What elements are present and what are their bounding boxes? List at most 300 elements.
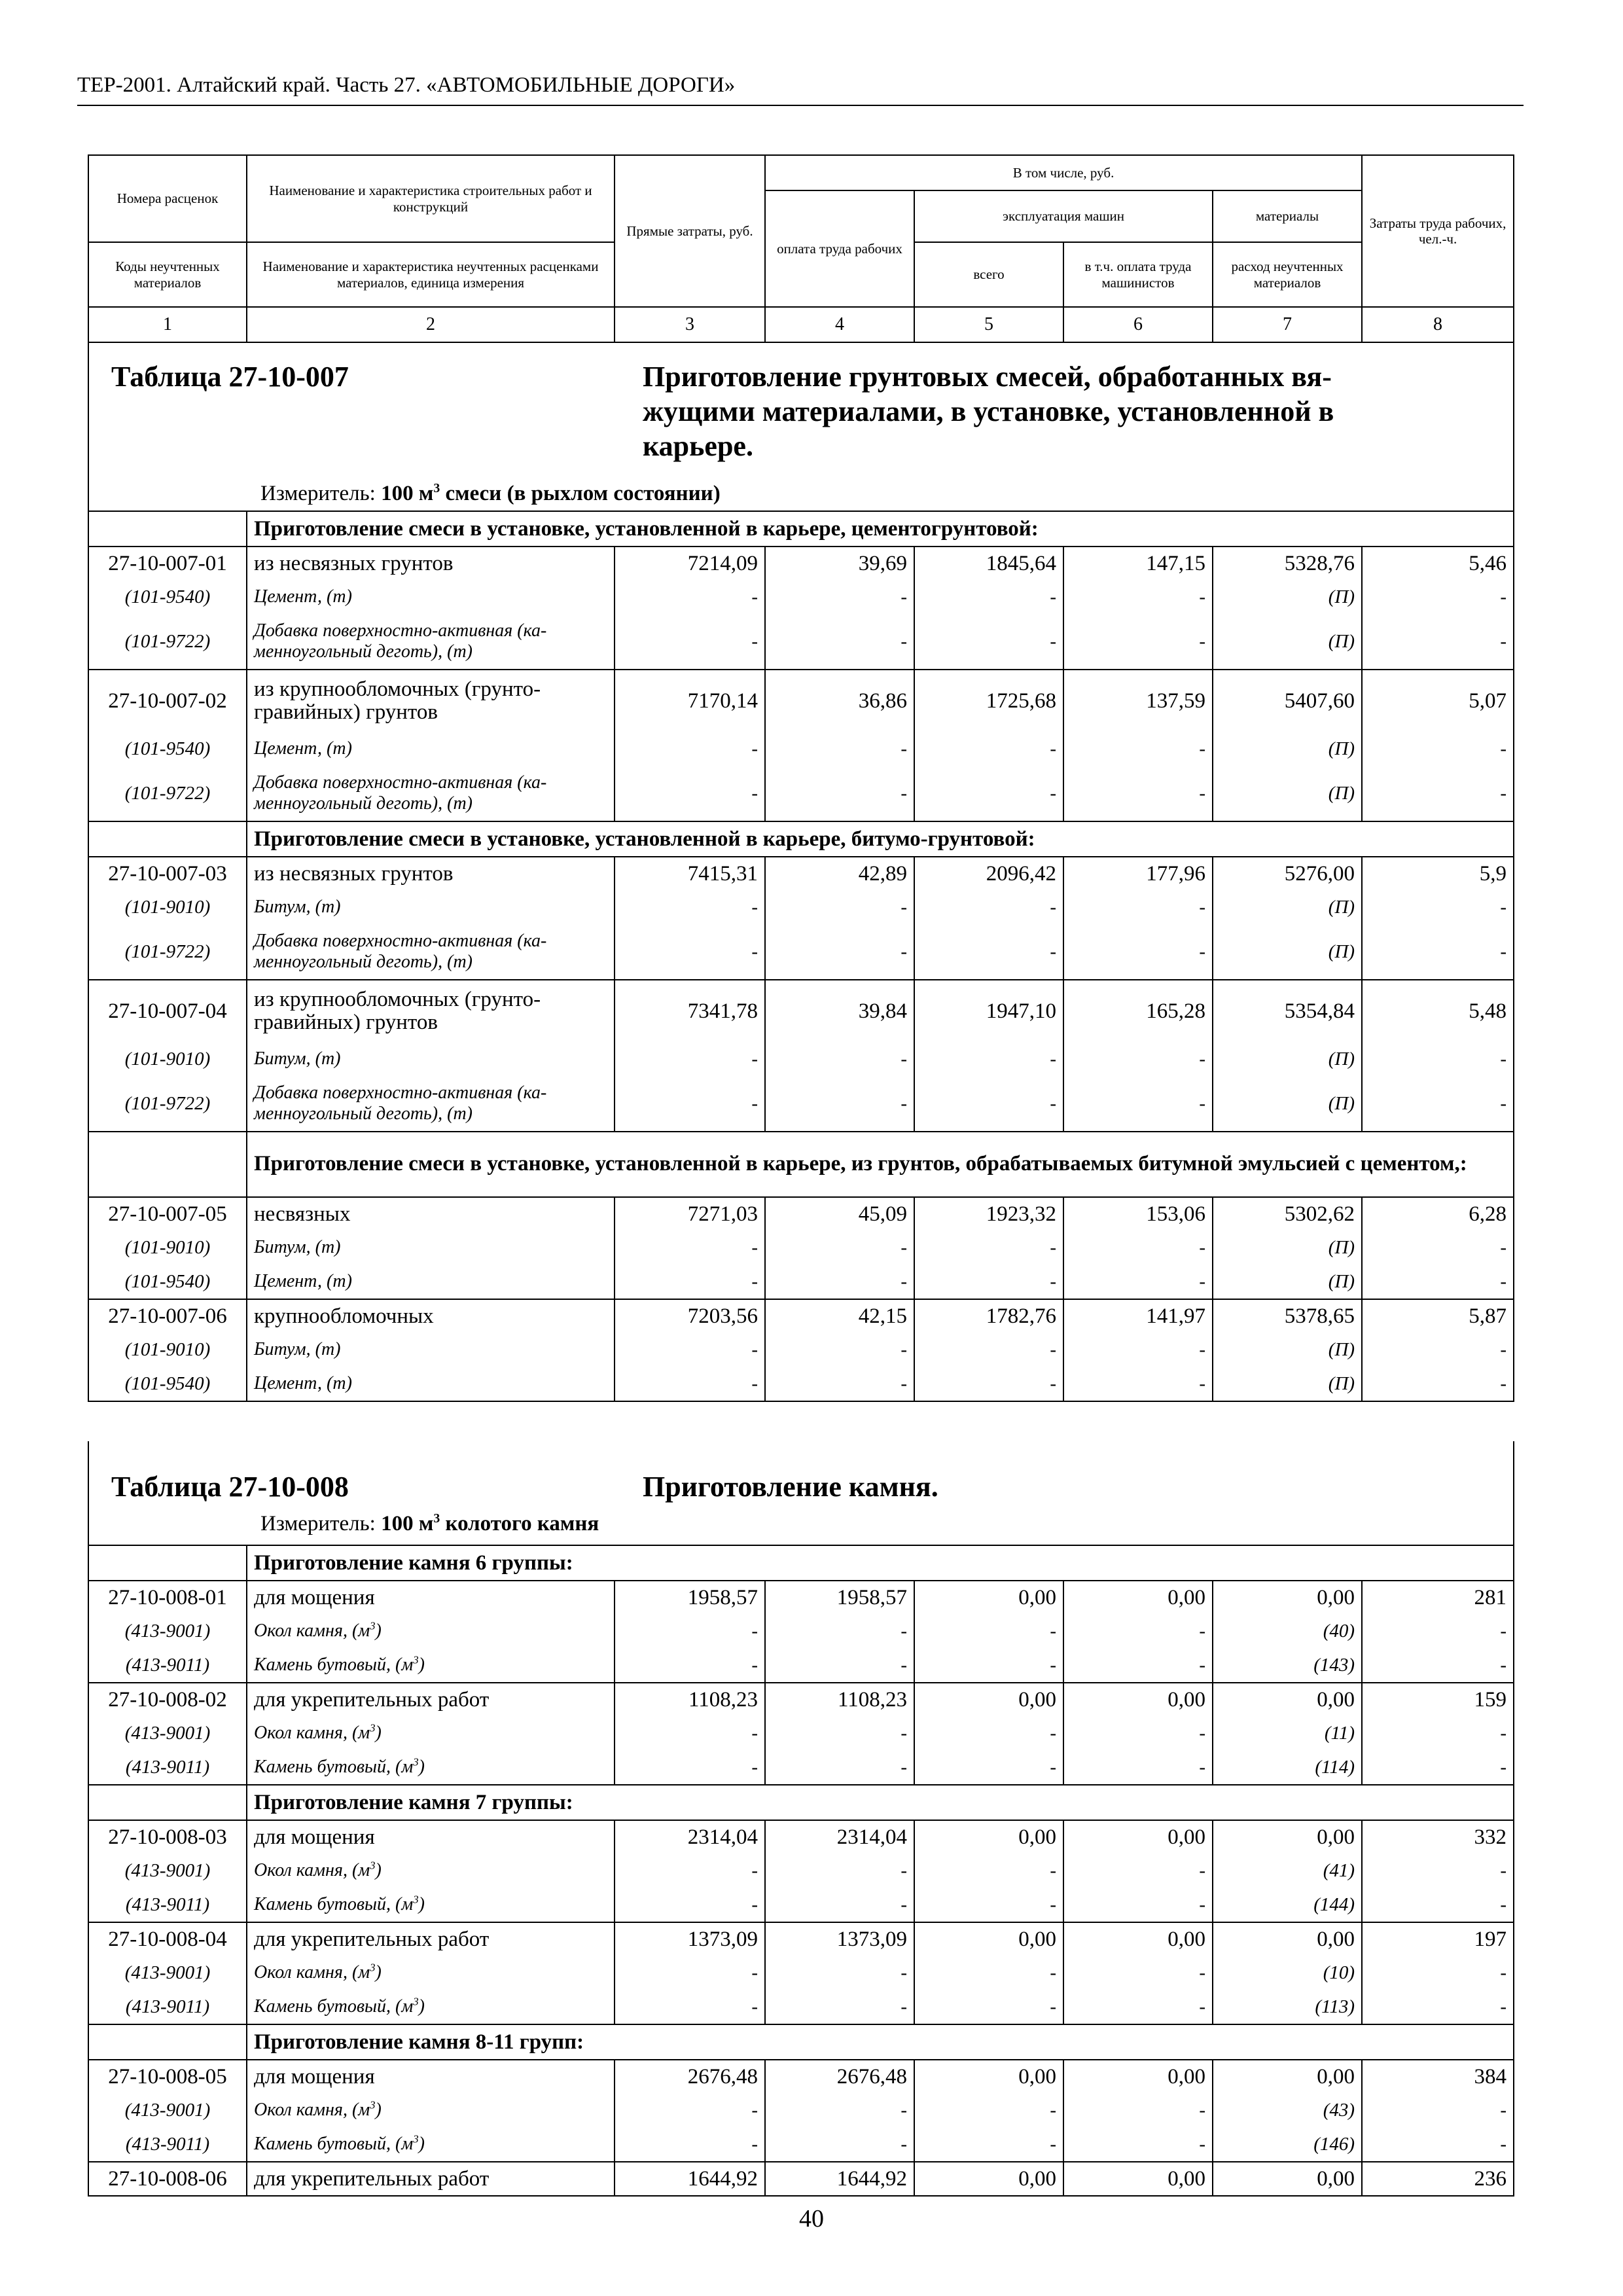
material-consumption: (П): [1213, 1265, 1362, 1299]
material-value-c5: -: [914, 890, 1063, 924]
material-row: [88, 1716, 1514, 1750]
rate-name: для укрепительных работ: [247, 1922, 615, 1956]
material-value-c4: -: [765, 766, 914, 821]
material-value-c5: -: [914, 1076, 1063, 1132]
material-row: [88, 1265, 1514, 1299]
rate-value-c7: 0,00: [1213, 1683, 1362, 1716]
section-spacer: [88, 821, 247, 857]
material-value-c8: -: [1362, 890, 1514, 924]
rate-row: [88, 980, 1514, 1042]
rate-code: 27-10-008-05: [88, 2060, 247, 2093]
material-value-c4: -: [765, 1716, 914, 1750]
rate-value-c8: 281: [1362, 1581, 1514, 1614]
material-value-c3: -: [615, 732, 765, 766]
section-heading: Приготовление камня 8-11 групп:: [247, 2024, 1514, 2060]
rate-code: 27-10-007-03: [88, 857, 247, 890]
material-value-c5: -: [914, 1716, 1063, 1750]
rate-value-c8: 159: [1362, 1683, 1514, 1716]
material-value-c6: -: [1063, 1888, 1213, 1922]
material-value-c3: -: [615, 1716, 765, 1750]
table-gap: [88, 1401, 1514, 1441]
material-name: Цемент, (т): [247, 1367, 615, 1401]
material-row: [88, 1648, 1514, 1683]
material-name: Битум, (т): [247, 1333, 615, 1367]
rate-value-c6: 141,97: [1063, 1299, 1213, 1333]
rate-value-c5: 0,00: [914, 2060, 1063, 2093]
material-value-c3: -: [615, 766, 765, 821]
rate-value-c4: 39,69: [765, 547, 914, 580]
material-value-c5: -: [914, 924, 1063, 980]
rate-value-c4: 2314,04: [765, 1820, 914, 1854]
material-code: (413-9001): [88, 1614, 247, 1648]
material-row: [88, 1956, 1514, 1990]
rate-value-c8: 5,07: [1362, 670, 1514, 732]
material-value-c6: -: [1063, 890, 1213, 924]
material-value-c6: -: [1063, 1333, 1213, 1367]
section-heading-row: [88, 1132, 1514, 1197]
material-row: [88, 1230, 1514, 1265]
table-unit: Измеритель: 100 $м^3$ смеси (в рыхлом состоянии): [260, 481, 721, 505]
rate-value-c5: 1725,68: [914, 670, 1063, 732]
material-value-c4: -: [765, 2127, 914, 2162]
material-code: (101-9010): [88, 1333, 247, 1367]
material-value-c5: -: [914, 1042, 1063, 1076]
page-number: 40: [799, 2205, 824, 2233]
rate-value-c8: 384: [1362, 2060, 1514, 2093]
material-value-c5: -: [914, 1854, 1063, 1888]
rate-value-c4: 39,84: [765, 980, 914, 1042]
material-row: [88, 1076, 1514, 1132]
material-name: Битум, (т): [247, 1230, 615, 1265]
rate-value-c6: 0,00: [1063, 1922, 1213, 1956]
rate-value-c3: 7214,09: [615, 547, 765, 580]
section-spacer: [88, 1545, 247, 1581]
material-value-c4: -: [765, 924, 914, 980]
material-value-c4: -: [765, 1750, 914, 1785]
material-value-c3: -: [615, 1990, 765, 2024]
material-value-c6: -: [1063, 1367, 1213, 1401]
rate-value-c4: 1108,23: [765, 1683, 914, 1716]
material-value-c6: -: [1063, 1230, 1213, 1265]
material-value-c6: -: [1063, 1042, 1213, 1076]
material-consumption: (143): [1213, 1648, 1362, 1683]
material-consumption: (144): [1213, 1888, 1362, 1922]
rate-value-c3: 7341,78: [615, 980, 765, 1042]
rate-value-c5: 0,00: [914, 1922, 1063, 1956]
material-row: [88, 766, 1514, 821]
table-title: Приготовление грунтовых смесей, обработанных вя- жущими материалами, в установке, установленной в карьере.: [643, 361, 1334, 462]
material-value-c4: -: [765, 732, 914, 766]
material-code: (101-9010): [88, 1230, 247, 1265]
section-heading: Приготовление камня 6 группы:: [247, 1545, 1514, 1581]
col-materials: материалы: [1213, 190, 1362, 242]
material-name: Цемент, (т): [247, 732, 615, 766]
material-value-c4: -: [765, 1076, 914, 1132]
rate-code: 27-10-007-01: [88, 547, 247, 580]
material-value-c5: -: [914, 1956, 1063, 1990]
material-name: Битум, (т): [247, 1042, 615, 1076]
rate-value-c7: 5302,62: [1213, 1197, 1362, 1230]
rate-value-c4: 42,89: [765, 857, 914, 890]
rate-value-c7: 0,00: [1213, 2060, 1362, 2093]
rate-value-c6: 0,00: [1063, 2162, 1213, 2196]
material-code: (413-9001): [88, 1854, 247, 1888]
material-value-c8: -: [1362, 580, 1514, 614]
col-direct-costs: Прямые затраты, руб.: [615, 155, 765, 307]
rate-code: 27-10-008-01: [88, 1581, 247, 1614]
material-name: Добавка поверхностно-активная (ка-менноугольный деготь), (т): [247, 766, 615, 821]
material-value-c5: -: [914, 580, 1063, 614]
table-gap-cell: [88, 1401, 1514, 1441]
rate-value-c8: 6,28: [1362, 1197, 1514, 1230]
section-heading-row: [88, 511, 1514, 547]
material-value-c8: -: [1362, 1854, 1514, 1888]
material-consumption: (146): [1213, 2127, 1362, 2162]
rate-code: 27-10-007-06: [88, 1299, 247, 1333]
material-value-c8: -: [1362, 1230, 1514, 1265]
material-consumption: (43): [1213, 2093, 1362, 2127]
col-material-codes: Коды неучтенных материалов: [88, 242, 247, 307]
material-value-c3: -: [615, 1750, 765, 1785]
rate-value-c6: 0,00: [1063, 2060, 1213, 2093]
rate-value-c6: 137,59: [1063, 670, 1213, 732]
col-rate-numbers: Номера расценок: [88, 155, 247, 242]
material-name: Окол камня, $(м^3)$: [247, 1854, 615, 1888]
rate-row: [88, 1197, 1514, 1230]
rate-value-c7: 0,00: [1213, 1820, 1362, 1854]
material-code: (101-9010): [88, 890, 247, 924]
material-value-c3: -: [615, 1042, 765, 1076]
material-value-c3: -: [615, 1265, 765, 1299]
rate-value-c6: 153,06: [1063, 1197, 1213, 1230]
material-consumption: (П): [1213, 1042, 1362, 1076]
rate-code: 27-10-007-02: [88, 670, 247, 732]
section-spacer: [88, 1785, 247, 1820]
rate-value-c4: 45,09: [765, 1197, 914, 1230]
rate-name: для мощения: [247, 1820, 615, 1854]
material-name: Окол камня, $(м^3)$: [247, 1614, 615, 1648]
material-name: Окол камня, $(м^3)$: [247, 1956, 615, 1990]
material-value-c5: -: [914, 1265, 1063, 1299]
material-value-c5: -: [914, 2127, 1063, 2162]
material-value-c8: -: [1362, 1716, 1514, 1750]
rate-value-c5: 1947,10: [914, 980, 1063, 1042]
material-consumption: (П): [1213, 890, 1362, 924]
rate-value-c8: 5,48: [1362, 980, 1514, 1042]
material-value-c4: -: [765, 580, 914, 614]
document-header: ТЕР-2001. Алтайский край. Часть 27. «АВТОМОБИЛЬНЫЕ ДОРОГИ»: [77, 73, 736, 97]
section-spacer: [88, 1132, 247, 1197]
material-value-c4: -: [765, 1648, 914, 1683]
rate-row: [88, 2060, 1514, 2093]
table-title-block: [88, 1441, 1514, 1545]
material-consumption: (П): [1213, 732, 1362, 766]
rate-row: [88, 2162, 1514, 2196]
rate-row: [88, 1581, 1514, 1614]
material-value-c8: -: [1362, 1888, 1514, 1922]
material-value-c8: -: [1362, 614, 1514, 670]
section-heading-row: [88, 1785, 1514, 1820]
material-row: [88, 924, 1514, 980]
col-num: 4: [765, 307, 914, 342]
rate-value-c5: 0,00: [914, 1683, 1063, 1716]
material-value-c5: -: [914, 1750, 1063, 1785]
material-value-c4: -: [765, 1367, 914, 1401]
rate-value-c3: 7203,56: [615, 1299, 765, 1333]
rate-row: [88, 547, 1514, 580]
material-value-c6: -: [1063, 1265, 1213, 1299]
col-num: 3: [615, 307, 765, 342]
material-consumption: (П): [1213, 614, 1362, 670]
material-value-c8: -: [1362, 2127, 1514, 2162]
table-id: Таблица 27-10-008: [111, 1471, 349, 1503]
rate-name: для мощения: [247, 1581, 615, 1614]
col-material-name: Наименование и характеристика неучтенных расценками материалов, единица измерения: [247, 242, 615, 307]
rate-value-c6: 0,00: [1063, 1820, 1213, 1854]
material-row: [88, 580, 1514, 614]
rate-value-c8: 5,9: [1362, 857, 1514, 890]
col-num: 7: [1213, 307, 1362, 342]
col-machines: эксплуатация машин: [914, 190, 1213, 242]
material-row: [88, 1614, 1514, 1648]
material-value-c8: -: [1362, 924, 1514, 980]
material-code: (101-9722): [88, 1076, 247, 1132]
table-unit: Измеритель: 100 $м^3$ колотого камня: [260, 1511, 599, 1535]
section-spacer: [88, 511, 247, 547]
material-value-c6: -: [1063, 1750, 1213, 1785]
material-row: [88, 614, 1514, 670]
material-value-c8: -: [1362, 1042, 1514, 1076]
material-name: Камень бутовый, $(м^3)$: [247, 2127, 615, 2162]
material-value-c6: -: [1063, 1990, 1213, 2024]
material-value-c3: -: [615, 2093, 765, 2127]
material-value-c4: -: [765, 1956, 914, 1990]
table-title-block: [88, 342, 1514, 511]
material-name: Цемент, (т): [247, 580, 615, 614]
material-value-c8: -: [1362, 1750, 1514, 1785]
material-row: [88, 1888, 1514, 1922]
table-title-cell: [88, 1441, 1514, 1545]
material-value-c3: -: [615, 1854, 765, 1888]
material-value-c5: -: [914, 1990, 1063, 2024]
rate-name: для укрепительных работ: [247, 1683, 615, 1716]
material-value-c4: -: [765, 1265, 914, 1299]
material-value-c8: -: [1362, 1333, 1514, 1367]
material-name: Камень бутовый, $(м^3)$: [247, 1750, 615, 1785]
col-work-name: Наименование и характеристика строительных работ и конструкций: [247, 155, 615, 242]
material-value-c6: -: [1063, 766, 1213, 821]
rate-value-c4: 36,86: [765, 670, 914, 732]
material-value-c8: -: [1362, 1076, 1514, 1132]
material-name: Камень бутовый, $(м^3)$: [247, 1990, 615, 2024]
rate-value-c8: 236: [1362, 2162, 1514, 2196]
section-heading: Приготовление камня 7 группы:: [247, 1785, 1514, 1820]
rate-value-c7: 5407,60: [1213, 670, 1362, 732]
material-consumption: (113): [1213, 1990, 1362, 2024]
material-value-c8: -: [1362, 1990, 1514, 2024]
material-value-c5: -: [914, 1367, 1063, 1401]
material-code: (413-9001): [88, 2093, 247, 2127]
rate-value-c6: 147,15: [1063, 547, 1213, 580]
material-name: Камень бутовый, $(м^3)$: [247, 1648, 615, 1683]
material-row: [88, 1750, 1514, 1785]
col-worker-pay: оплата труда рабочих: [765, 190, 914, 307]
rate-value-c7: 5378,65: [1213, 1299, 1362, 1333]
rate-value-c4: 2676,48: [765, 2060, 914, 2093]
rate-value-c8: 5,87: [1362, 1299, 1514, 1333]
material-value-c6: -: [1063, 2093, 1213, 2127]
rate-name: из крупнообломочных (грунто-гравийных) грунтов: [247, 980, 615, 1042]
material-consumption: (10): [1213, 1956, 1362, 1990]
col-num: 2: [247, 307, 615, 342]
material-value-c8: -: [1362, 1614, 1514, 1648]
rate-code: 27-10-008-02: [88, 1683, 247, 1716]
rate-value-c5: 2096,42: [914, 857, 1063, 890]
rate-value-c3: 1108,23: [615, 1683, 765, 1716]
material-value-c4: -: [765, 1614, 914, 1648]
rate-code: 27-10-008-03: [88, 1820, 247, 1854]
material-name: Камень бутовый, $(м^3)$: [247, 1888, 615, 1922]
material-value-c3: -: [615, 1333, 765, 1367]
material-value-c3: -: [615, 1367, 765, 1401]
material-consumption: (114): [1213, 1750, 1362, 1785]
rate-name: из несвязных грунтов: [247, 547, 615, 580]
material-row: [88, 2093, 1514, 2127]
material-name: Битум, (т): [247, 890, 615, 924]
material-value-c4: -: [765, 1854, 914, 1888]
material-consumption: (П): [1213, 766, 1362, 821]
material-value-c8: -: [1362, 1265, 1514, 1299]
rate-value-c8: 5,46: [1362, 547, 1514, 580]
rate-name: из крупнообломочных (грунто-гравийных) грунтов: [247, 670, 615, 732]
material-code: (101-9722): [88, 614, 247, 670]
rate-name: крупнообломочных: [247, 1299, 615, 1333]
col-machines-total: всего: [914, 242, 1063, 307]
material-value-c4: -: [765, 1042, 914, 1076]
rate-value-c4: 1644,92: [765, 2162, 914, 2196]
material-value-c3: -: [615, 1956, 765, 1990]
material-value-c3: -: [615, 580, 765, 614]
material-value-c4: -: [765, 890, 914, 924]
rate-row: [88, 1683, 1514, 1716]
material-value-c4: -: [765, 1230, 914, 1265]
rate-value-c5: 1845,64: [914, 547, 1063, 580]
rate-value-c6: 0,00: [1063, 1683, 1213, 1716]
rate-value-c6: 165,28: [1063, 980, 1213, 1042]
material-value-c6: -: [1063, 1956, 1213, 1990]
material-value-c8: -: [1362, 732, 1514, 766]
material-consumption: (П): [1213, 1076, 1362, 1132]
material-row: [88, 1333, 1514, 1367]
rate-value-c8: 332: [1362, 1820, 1514, 1854]
material-row: [88, 1990, 1514, 2024]
section-spacer: [88, 2024, 247, 2060]
material-consumption: (11): [1213, 1716, 1362, 1750]
material-value-c8: -: [1362, 766, 1514, 821]
material-value-c3: -: [615, 924, 765, 980]
table-id: Таблица 27-10-007: [111, 361, 349, 393]
material-value-c5: -: [914, 1333, 1063, 1367]
material-value-c3: -: [615, 890, 765, 924]
material-code: (413-9001): [88, 1716, 247, 1750]
material-value-c5: -: [914, 2093, 1063, 2127]
rates-table: [88, 154, 1514, 2197]
material-row: [88, 732, 1514, 766]
material-value-c5: -: [914, 732, 1063, 766]
rate-value-c3: 1958,57: [615, 1581, 765, 1614]
material-code: (101-9540): [88, 1367, 247, 1401]
material-value-c5: -: [914, 1648, 1063, 1683]
rate-value-c5: 0,00: [914, 2162, 1063, 2196]
rate-name: из несвязных грунтов: [247, 857, 615, 890]
material-row: [88, 1367, 1514, 1401]
material-name: Цемент, (т): [247, 1265, 615, 1299]
material-code: (413-9011): [88, 1750, 247, 1785]
material-value-c5: -: [914, 1230, 1063, 1265]
rate-value-c3: 1644,92: [615, 2162, 765, 2196]
material-code: (101-9722): [88, 766, 247, 821]
rate-row: [88, 1922, 1514, 1956]
material-value-c8: -: [1362, 1367, 1514, 1401]
material-name: Добавка поверхностно-активная (ка-менноугольный деготь), (т): [247, 924, 615, 980]
material-value-c4: -: [765, 1333, 914, 1367]
rate-name: для мощения: [247, 2060, 615, 2093]
col-num: 1: [88, 307, 247, 342]
rate-code: 27-10-008-04: [88, 1922, 247, 1956]
material-value-c6: -: [1063, 732, 1213, 766]
rate-value-c4: 1373,09: [765, 1922, 914, 1956]
rate-value-c3: 7170,14: [615, 670, 765, 732]
rate-value-c6: 177,96: [1063, 857, 1213, 890]
material-value-c4: -: [765, 1888, 914, 1922]
material-row: [88, 890, 1514, 924]
material-value-c8: -: [1362, 1648, 1514, 1683]
rate-row: [88, 1299, 1514, 1333]
rate-value-c5: 0,00: [914, 1820, 1063, 1854]
rate-value-c7: 5328,76: [1213, 547, 1362, 580]
section-heading-row: [88, 821, 1514, 857]
material-value-c6: -: [1063, 580, 1213, 614]
rate-value-c7: 0,00: [1213, 2162, 1362, 2196]
rate-value-c3: 7415,31: [615, 857, 765, 890]
material-value-c5: -: [914, 766, 1063, 821]
rate-value-c3: 2676,48: [615, 2060, 765, 2093]
material-value-c4: -: [765, 2093, 914, 2127]
material-value-c6: -: [1063, 1716, 1213, 1750]
col-machinists-pay: в т.ч. оплата труда машинистов: [1063, 242, 1213, 307]
rate-row: [88, 670, 1514, 732]
material-consumption: (П): [1213, 1230, 1362, 1265]
section-heading: Приготовление смеси в установке, установленной в карьере, из грунтов, обрабатываемых битумной эмульсией с цементом,:: [247, 1132, 1514, 1197]
material-row: [88, 1042, 1514, 1076]
material-value-c4: -: [765, 614, 914, 670]
material-consumption: (П): [1213, 924, 1362, 980]
rate-value-c5: 0,00: [914, 1581, 1063, 1614]
material-value-c6: -: [1063, 924, 1213, 980]
rate-value-c5: 1923,32: [914, 1197, 1063, 1230]
rate-value-c7: 5276,00: [1213, 857, 1362, 890]
material-value-c5: -: [914, 614, 1063, 670]
material-code: (101-9540): [88, 732, 247, 766]
rate-code: 27-10-008-06: [88, 2162, 247, 2196]
col-including: В том числе, руб.: [765, 155, 1362, 190]
rate-value-c4: 42,15: [765, 1299, 914, 1333]
rate-value-c7: 5354,84: [1213, 980, 1362, 1042]
material-code: (413-9011): [88, 1888, 247, 1922]
material-value-c3: -: [615, 614, 765, 670]
material-value-c3: -: [615, 1230, 765, 1265]
rate-value-c3: 7271,03: [615, 1197, 765, 1230]
